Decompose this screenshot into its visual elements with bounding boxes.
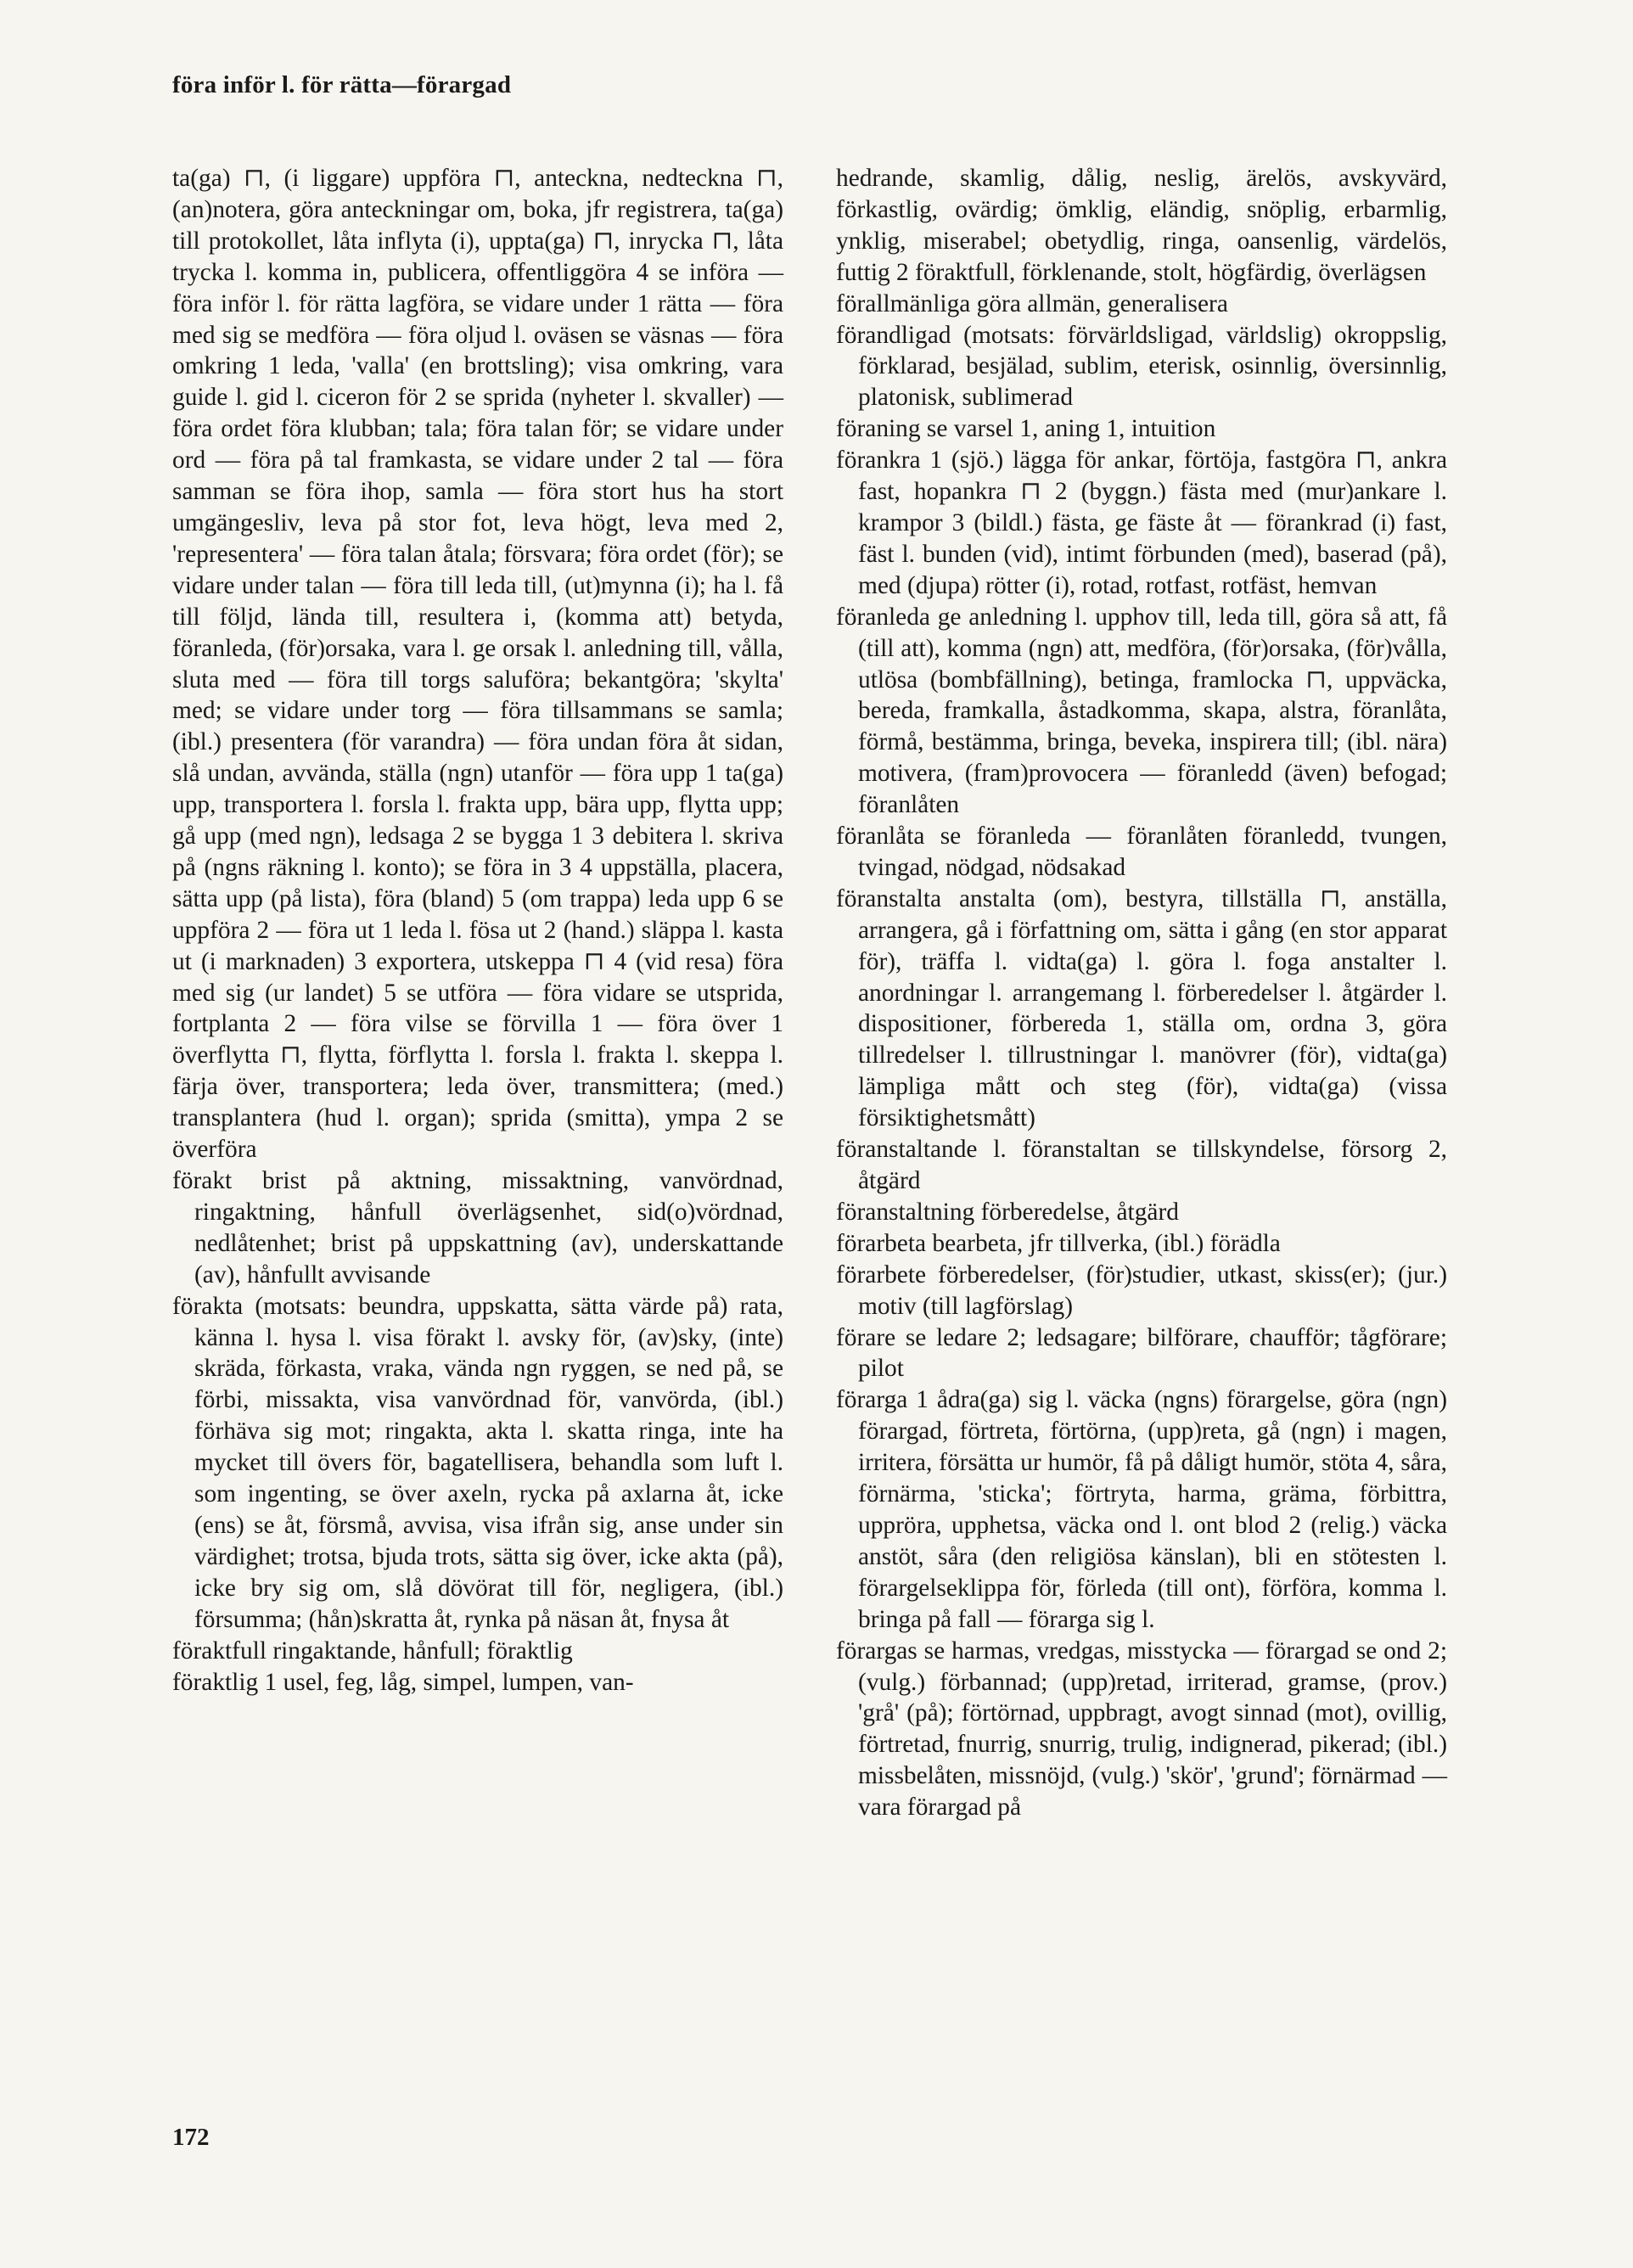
left-column (172, 163, 783, 1698)
right-column (836, 163, 1447, 1823)
entry-forandligad: förandligad (motsats: förvärldsligad, världslig) okroppslig, förklarad, besjälad, sublim, eterisk, osinnlig, översinnlig, platonisk, sublimerad (836, 321, 1447, 412)
entry-foranstaltning: föranstaltning förberedelse, åtgärd (836, 1198, 1179, 1226)
entry-foranlata: föranlåta se föranleda — föranlåten föranledd, tvungen, tvingad, nödgad, nödsakad (836, 822, 1447, 881)
entry-forargas: förargas se harmas, vredgas, misstycka — förargad se ond 2; (vulg.) förbannad; (upp)retad, irriterad, gramse, (prov.) 'grå' (på); förtörnad, uppbragt, avogt sinnad (mot), ovillig, förtretad, fnurrig, snurrig, trulig, indignerad, pikerad; (ibl.) missbelåten, missnöjd, (vulg.) 'skör', 'grund'; förnärmad — vara förargad på (836, 1636, 1447, 1822)
entry-foranleda: föranleda ge anledning l. upphov till, leda till, göra så att, få (till att), komma (ngn) att, medföra, (för)orsaka, (för)vålla, utlösa (bombfällning), betinga, framlocka ⊓, uppväcka, bereda, framkalla, åstadkomma, skapa, alstra, föranlåta, förmå, bestämma, bringa, beveka, inspirera till; (ibl. nära) motivera, (fram)provocera — föranledd (även) befogad; föranlåten (836, 603, 1447, 819)
entry-forallmanliga: förallmänliga göra allmän, generalisera (836, 289, 1228, 317)
entry-forarbete: förarbete förberedelser, (för)studier, utkast, skiss(er); (jur.) motiv (till lagförslag) (836, 1260, 1447, 1320)
entry-foranstalta: föranstalta anstalta (om), bestyra, tillställa ⊓, anställa, arrangera, gå i författning om, sätta i gång (en stor apparat för), träffa l. vidta(ga) l. göra l. foga anstalter l. anordningar l. arrangemang l. förberedelser l. åtgärder l. dispositioner, förbereda 1, ställa om, ordna 3, göra tillredelser l. tillrustningar l. manövrer (för), vidta(ga) lämpliga mått och steg (för), vidta(ga) (vissa försiktighetsmått) (836, 884, 1447, 1132)
entry-forare: förare se ledare 2; ledsagare; bilförare, chaufför; tågförare; pilot (836, 1323, 1447, 1383)
entry-foraktlig-continued: hedrande, skamlig, dålig, neslig, ärelös, avskyvärd, förkastlig, ovärdig; ömklig, eländig, snöplig, erbarmlig, ynklig, miserabel; obetydlig, ringa, oansenlig, värdelös, futtig 2 föraktfull, förklenande, stolt, högfärdig, överlägsen (836, 165, 1447, 286)
entry-foranstaltande: föranstaltande l. föranstaltan se tillskyndelse, försorg 2, åtgärd (836, 1136, 1447, 1194)
entry-forarbeta: förarbeta bearbeta, jfr tillverka, (ibl.) förädla (836, 1229, 1281, 1257)
entry-foraktfull: föraktfull ringaktande, hånfull; föraktlig (172, 1636, 573, 1665)
entry-forakt: förakt brist på aktning, missaktning, vanvördnad, ringaktning, hånfull överlägsenhet, sid(o)vördnad, nedlåtenhet; brist på uppskattning (av), underskattande (av), hånfullt avvisande (172, 1167, 783, 1288)
running-head: föra inför l. för rätta—förargad (172, 71, 512, 98)
entry-fora-continued: ta(ga) ⊓, (i liggare) uppföra ⊓, anteckna, nedteckna ⊓, (an)notera, göra anteckningar om, boka, jfr registrera, ta(ga) till protokollet, låta inflyta (i), uppta(ga) ⊓, inrycka ⊓, låta trycka l. komma in, publicera, offentliggöra 4 se införa — föra inför l. för rätta lagföra, se vidare under 1 rätta — föra med sig se medföra — föra oljud l. oväsen se väsnas — föra omkring 1 leda, 'valla' (en brottsling); visa omkring, vara guide l. gid l. ciceron för 2 se sprida (nyheter l. skvaller) — föra ordet föra klubban; tala; föra talan för; se vidare under ord — föra på tal framkasta, se vidare under 2 tal — föra samman se föra ihop, samla — föra stort hus ha stort umgängesliv, leva på stor fot, leva högt, leva med 2, 'representera' — föra talan åtala; försvara; föra ordet (för); se vidare under talan — föra till leda till, (ut)mynna (i); ha l. få till följd, lända till, resultera i, (komma att) betyda, föranleda, (för)orsaka, vara l. ge orsak l. anledning till, vålla, sluta med — föra till torgs saluföra; bekantgöra; 'skylta' med; se vidare under torg — föra tillsammans se samla; (ibl.) presentera (för varandra) — föra undan föra åt sidan, slå undan, avvända, ställa (ngn) utanför — föra upp 1 ta(ga) upp, transportera l. forsla l. frakta upp, bära upp, flytta upp; gå upp (med ngn), ledsaga 2 se bygga 1 3 debitera l. skriva på (ngns räkning l. konto); se föra in 3 4 uppställa, placera, sätta upp (på lista), föra (bland) 5 (om trappa) leda upp 6 se uppföra 2 — föra ut 1 leda l. fösa ut 2 (hand.) släppa l. kasta ut (i marknaden) 3 exportera, utskeppa ⊓ 4 (vid resa) föra med sig (ur landet) 5 se utföra — föra vidare se utsprida, fortplanta 2 — föra vilse se förvilla 1 — föra över 1 överflytta ⊓, flytta, förflytta l. forsla l. frakta l. skeppa l. färja över, transportera; leda över, transmittera; (med.) transplantera (hud l. organ); sprida (smitta), ympa 2 se överföra (172, 165, 783, 1164)
entry-foraktlig: föraktlig 1 usel, feg, låg, simpel, lumpen, van- (172, 1668, 634, 1696)
entry-forankra: förankra 1 (sjö.) lägga för ankar, förtöja, fastgöra ⊓, ankra fast, hopankra ⊓ 2 (byggn.) fästa med (mur)ankare l. krampor 3 (bildl.) fästa, ge fäste åt — förankrad (i) fast, fäst l. bunden (vid), intimt förbunden (med), baserad (på), med (djupa) rötter (i), rotad, rotfast, rotfäst, hemvan (836, 446, 1447, 599)
entry-forakta: förakta (motsats: beundra, uppskatta, sätta värde på) rata, känna l. hysa l. visa förakt l. avsky för, (av)sky, (inte) skräda, förkasta, vraka, vända ngn ryggen, se ned på, se förbi, missakta, visa vanvördnad för, vanvörda, (ibl.) förhäva sig mot; ringakta, akta l. skatta ringa, inte ha mycket till övers för, bagatellisera, behandla som luft l. som ingenting, se över axeln, rycka på axlarna åt, icke (ens) se åt, försmå, avvisa, visa ifrån sig, anse under sin värdighet; trotsa, bjuda trots, sätta sig över, icke akta (på), icke bry sig om, slå dövörat till för, negligera, (ibl.) försumma; (hån)skratta åt, rynka på näsan åt, fnysa åt (172, 1292, 783, 1633)
entry-foraning: föraning se varsel 1, aning 1, intuition (836, 415, 1216, 443)
entry-forarga: förarga 1 ådra(ga) sig l. väcka (ngns) förargelse, göra (ngn) förargad, förtreta, förtörna, (upp)reta, gå (ngn) i magen, irritera, försätta ur humör, få på dåligt humör, stöta 4, såra, förnärma, 'sticka'; förtryta, harma, gräma, förbittra, uppröra, upphetsa, väcka ond l. ont blod 2 (relig.) väcka anstöt, såra (den religiösa känslan), bli en stötesten l. förargelseklippa för, förleda (till ont), förföra, komma l. bringa på fall — förarga sig l. (836, 1386, 1447, 1633)
page-number: 172 (172, 2124, 210, 2151)
